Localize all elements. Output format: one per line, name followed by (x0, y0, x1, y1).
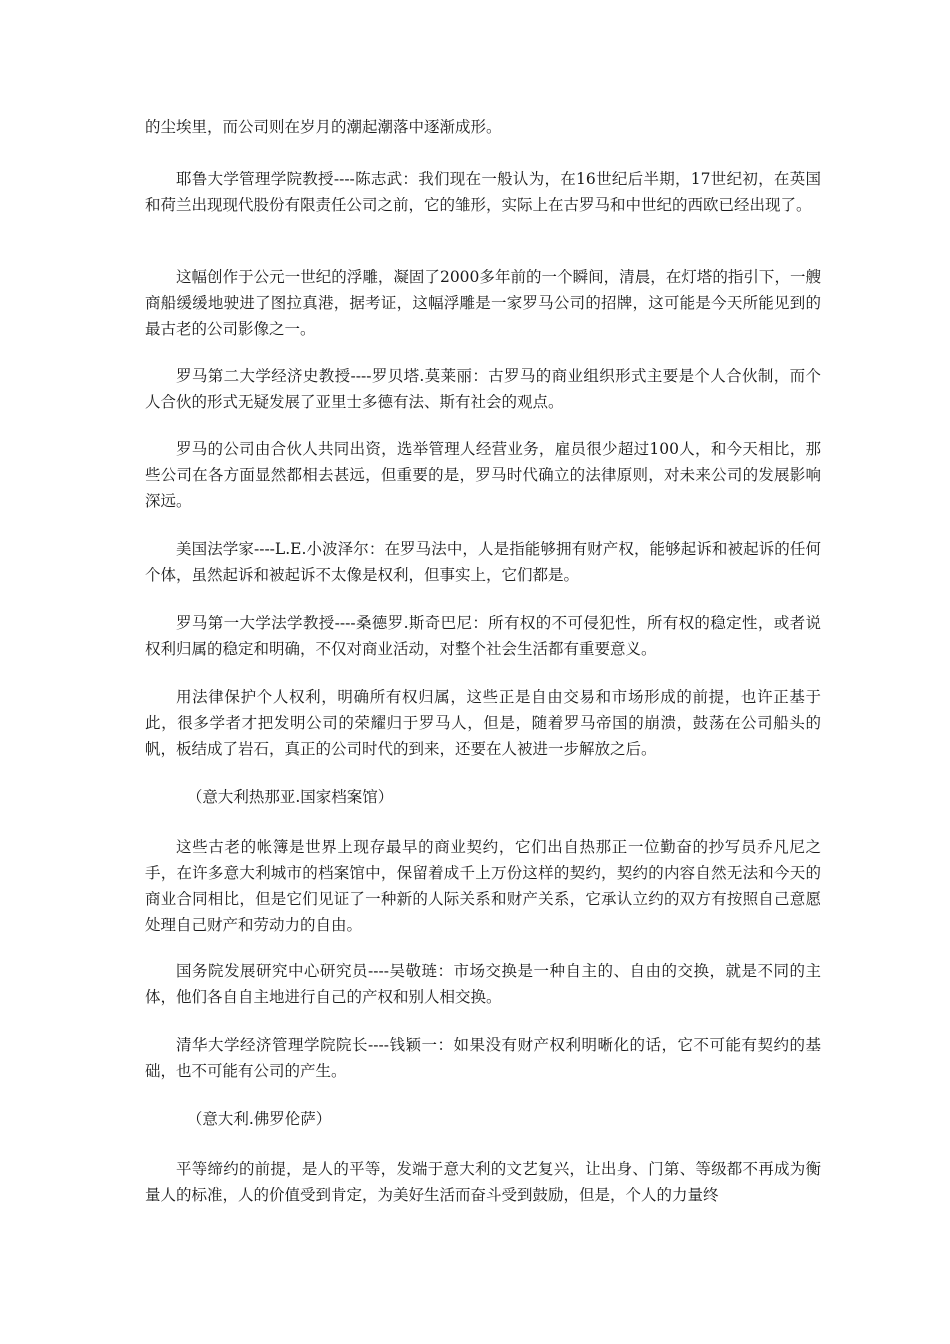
caption-genoa-archive: （意大利热那亚.国家档案馆） (186, 788, 394, 806)
paragraph-6: 美国法学家----L.E.小波泽尔：在罗马法中，人是指能够拥有财产权，能够起诉和被起诉的任何个体，虽然起诉和被起诉不太像是权利，但事实上，它们都是。 (145, 540, 821, 584)
paragraph-5: 罗马的公司由合伙人共同出资，选举管理人经营业务，雇员很少超过100人，和今天相比，那些公司在各方面显然都相去甚远，但重要的是，罗马时代确立的法律原则，对未来公司的发展影响深远。 (145, 440, 821, 510)
paragraph-9: 这些古老的帐簿是世界上现存最早的商业契约，它们出自热那正一位勤奋的抄写员乔凡尼之手，在许多意大利城市的档案馆中，保留着成千上万份这样的契约，契约的内容自然无法和今天的商业合同相比，但是它们见证了一种新的人际关系和财产关系，它承认立约的双方有按照自己意愿处理自己财产和劳动力的自由。 (145, 838, 821, 934)
paragraph-12: 平等缔约的前提，是人的平等，发端于意大利的文艺复兴，让出身、门第、等级都不再成为衡量人的标准，人的价值受到肯定，为美好生活而奋斗受到鼓励，但是，个人的力量终 (145, 1160, 821, 1204)
caption-florence: （意大利.佛罗伦萨） (186, 1110, 332, 1128)
paragraph-1: 的尘埃里，而公司则在岁月的潮起潮落中逐渐成形。 (145, 118, 502, 136)
paragraph-3: 这幅创作于公元一世纪的浮雕，凝固了2000多年前的一个瞬间，清晨，在灯塔的指引下，一艘商船缓缓地驶进了图拉真港，据考证，这幅浮雕是一家罗马公司的招牌，这可能是今天所能见到的最古老的公司影像之一。 (145, 268, 821, 338)
paragraph-10: 国务院发展研究中心研究员----吴敬琏：市场交换是一种自主的、自由的交换，就是不同的主体，他们各自自主地进行自己的产权和别人相交换。 (145, 962, 821, 1006)
paragraph-4: 罗马第二大学经济史教授----罗贝塔.莫莱丽：古罗马的商业组织形式主要是个人合伙制，而个人合伙的形式无疑发展了亚里士多德有法、斯有社会的观点。 (145, 367, 821, 411)
paragraph-8: 用法律保护个人权利，明确所有权归属，这些正是自由交易和市场形成的前提，也许正基于此，很多学者才把发明公司的荣耀归于罗马人，但是，随着罗马帝国的崩溃，鼓荡在公司船头的帆，板结成了岩石，真正的公司时代的到来，还要在人被进一步解放之后。 (145, 688, 821, 758)
paragraph-2: 耶鲁大学管理学院教授----陈志武：我们现在一般认为，在16世纪后半期，17世纪初，在英国和荷兰出现现代股份有限责任公司之前，它的雏形，实际上在古罗马和中世纪的西欧已经出现了。 (145, 170, 821, 214)
paragraph-7: 罗马第一大学法学教授----桑德罗.斯奇巴尼：所有权的不可侵犯性，所有权的稳定性，或者说权利归属的稳定和明确，不仅对商业活动，对整个社会生活都有重要意义。 (145, 614, 821, 658)
paragraph-11: 清华大学经济管理学院院长----钱颖一：如果没有财产权利明晰化的话，它不可能有契约的基础，也不可能有公司的产生。 (145, 1036, 821, 1080)
